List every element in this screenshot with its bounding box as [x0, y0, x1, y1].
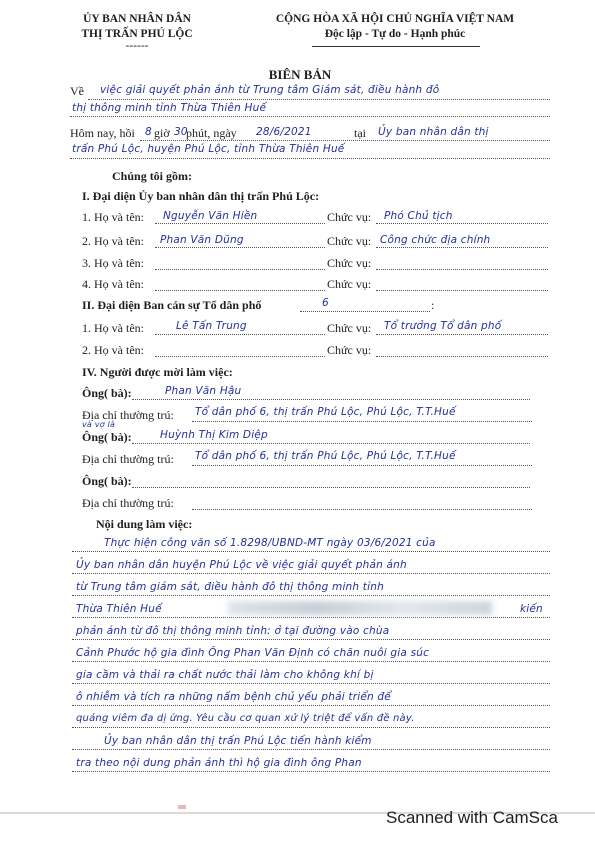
- s1-row3-label: 3. Họ và tên:: [82, 256, 144, 270]
- s2-row2-role-line: [376, 356, 548, 357]
- national-motto: Độc lập - Tự do - Hạnh phúc: [324, 28, 466, 40]
- p1-name: Phan Văn Hậu: [165, 385, 242, 397]
- p1-addr-line: [192, 421, 532, 422]
- subject-dotted-line-2: [70, 116, 550, 117]
- s2-row2-name-line: [155, 356, 325, 357]
- subject-label: Về: [70, 84, 84, 98]
- s1-row4-name-line: [155, 290, 325, 291]
- s2-row1-role-label: Chức vụ:: [327, 321, 372, 335]
- content-continuation: kiến: [520, 603, 543, 615]
- section-2-number-line: [300, 311, 430, 312]
- p1-label: Ông( bà):: [82, 386, 132, 400]
- subject-text-line2: thị thông minh tỉnh Thừa Thiên Huế: [72, 102, 267, 114]
- s1-row3-role-line: [376, 269, 548, 270]
- section-2-number: 6: [322, 297, 329, 309]
- s1-row3-name-line: [155, 269, 325, 270]
- motto-underline: [312, 46, 480, 47]
- agency-rule: ------: [125, 40, 149, 52]
- content-line-6: Cảnh Phước hộ gia đình Ông Phan Văn Định có chăn nuôi gia súc: [76, 647, 430, 659]
- date-dotted-line: [140, 140, 550, 141]
- place-dotted-line: [70, 158, 550, 159]
- place-text-line1: Ủy ban nhân dân thị: [378, 126, 489, 138]
- s2-row2-role-label: Chức vụ:: [327, 343, 372, 357]
- section-4-heading: IV. Người được mời làm việc:: [82, 365, 233, 379]
- p1-addr-label: Địa chỉ thường trú:: [82, 408, 174, 422]
- s2-row1-name: Lê Tấn Trung: [176, 320, 247, 332]
- p2-name-line: [132, 443, 530, 444]
- p3-name-line: [132, 487, 530, 488]
- p2-label: Ông( bà):: [82, 430, 132, 444]
- date-label-1: Hôm nay, hồi: [70, 126, 135, 140]
- s1-row2-role-label: Chức vụ:: [327, 234, 372, 248]
- s1-row4-role-label: Chức vụ:: [327, 277, 372, 291]
- content-line-7-rule: [72, 683, 550, 684]
- content-line-9: quảng viêm đa dị ứng. Yêu cầu cơ quan xử lý triệt để vấn đề này.: [76, 713, 415, 724]
- content-line-11: tra theo nội dung phản ánh thì hộ gia đình ông Phan: [76, 757, 362, 769]
- s1-row2-label: 2. Họ và tên:: [82, 234, 144, 248]
- content-line-4-rule: [72, 617, 550, 618]
- s1-row1-role-label: Chức vụ:: [327, 210, 372, 224]
- content-line-10: Ủy ban nhân dân thị trấn Phú Lộc tiến hành kiểm: [104, 735, 372, 747]
- p2-name: Huỳnh Thị Kim Diệp: [160, 429, 268, 441]
- agency-name-line1: ỦY BAN NHÂN DÂN: [83, 13, 191, 25]
- s2-row1-role-line: [376, 334, 548, 335]
- redacted-blur: [228, 601, 492, 615]
- place-text-line2: trấn Phú Lộc, huyện Phú Lộc, tỉnh Thừa Thiên Huế: [72, 143, 345, 155]
- p1-addr: Tổ dân phố 6, thị trấn Phú Lộc, Phú Lộc, T.T.Huế: [195, 406, 456, 418]
- date-value: 28/6/2021: [256, 126, 312, 138]
- content-line-7: gia cầm và thải ra chất nước thải làm cho không khí bị: [76, 669, 374, 681]
- content-line-10-rule: [72, 749, 550, 750]
- agency-name-line2: THỊ TRẤN PHÚ LỘC: [81, 28, 193, 40]
- content-line-5: phản ánh từ đô thị thông minh tỉnh: ở tại đường vào chùa: [76, 625, 390, 637]
- document-title: BIÊN BẢN: [268, 67, 332, 82]
- content-line-1: Thực hiện công văn số 1.8298/UBND-MT ngày 03/6/2021 của: [104, 537, 436, 549]
- content-heading: Nội dung làm việc:: [96, 517, 193, 531]
- s1-row2-name-line: [155, 247, 325, 248]
- p2-addr: Tổ dân phố 6, thị trấn Phú Lộc, Phú Lộc, T.T.Huế: [195, 450, 456, 462]
- content-line-3: từ Trung tâm giám sát, điều hành đô thị thông minh tỉnh: [76, 581, 384, 593]
- s1-row4-label: 4. Họ và tên:: [82, 277, 144, 291]
- section-2-heading: II. Đại diện Ban cán sự Tổ dân phố: [82, 298, 262, 312]
- s1-row2-name: Phan Văn Dũng: [160, 234, 244, 246]
- content-line-6-rule: [72, 661, 550, 662]
- subject-text-line1: việc giải quyết phản ánh từ Trung tâm Giám sát, điều hành đô: [100, 84, 440, 96]
- content-line-9-rule: [72, 727, 550, 728]
- s2-row2-label: 2. Họ và tên:: [82, 343, 144, 357]
- s1-row1-name: Nguyễn Văn Hiền: [163, 210, 258, 222]
- s2-row1-role: Tổ trưởng Tổ dân phố: [384, 320, 502, 332]
- s1-row1-label: 1. Họ và tên:: [82, 210, 144, 224]
- content-line-8: ô nhiễm và tích ra những nấm bệnh chủ yếu phải triển để: [76, 691, 391, 703]
- content-line-2: Ủy ban nhân dân huyện Phú Lộc về việc giải quyết phản ánh: [76, 559, 407, 571]
- participants-heading: Chúng tôi gồm:: [112, 169, 193, 183]
- p2-addr-line: [192, 465, 532, 466]
- section-2-colon: :: [431, 298, 435, 312]
- p3-addr-line: [192, 509, 532, 510]
- s1-row3-role-label: Chức vụ:: [327, 256, 372, 270]
- scan-mark: [178, 805, 186, 809]
- content-line-4: Thừa Thiên Huế: [76, 603, 162, 615]
- s1-row1-role-line: [376, 223, 548, 224]
- p3-label: Ông( bà):: [82, 474, 132, 488]
- p2-addr-label: Địa chỉ thường trú:: [82, 452, 174, 466]
- content-line-8-rule: [72, 705, 550, 706]
- subject-dotted-line-1: [88, 99, 550, 100]
- content-line-1-rule: [72, 551, 550, 552]
- date-hour: 8: [145, 126, 152, 138]
- date-label-4: tại: [354, 126, 366, 140]
- p3-addr-label: Địa chỉ thường trú:: [82, 496, 174, 510]
- s1-row2-role: Công chức địa chính: [380, 234, 491, 246]
- s1-row1-role: Phó Chủ tịch: [384, 210, 453, 222]
- national-title: CỘNG HÒA XÃ HỘI CHỦ NGHĨA VIỆT NAM: [275, 13, 515, 25]
- content-line-11-rule: [72, 771, 550, 772]
- scanner-watermark: Scanned with CamSca: [386, 808, 558, 827]
- s1-row1-name-line: [155, 223, 325, 224]
- content-line-2-rule: [72, 573, 550, 574]
- s2-row1-label: 1. Họ và tên:: [82, 321, 144, 335]
- date-label-3: phút, ngày: [186, 126, 237, 140]
- date-label-2: giờ: [154, 126, 170, 140]
- content-line-5-rule: [72, 639, 550, 640]
- p1-name-line: [132, 399, 530, 400]
- section-1-heading: I. Đại diện Ủy ban nhân dân thị trấn Phú Lộc:: [82, 189, 320, 203]
- s1-row4-role-line: [376, 290, 548, 291]
- content-line-3-rule: [72, 595, 550, 596]
- p1-note: và vợ là: [82, 420, 116, 429]
- s2-row1-name-line: [155, 334, 325, 335]
- s1-row2-role-line: [376, 247, 548, 248]
- date-minute: 30: [174, 126, 188, 138]
